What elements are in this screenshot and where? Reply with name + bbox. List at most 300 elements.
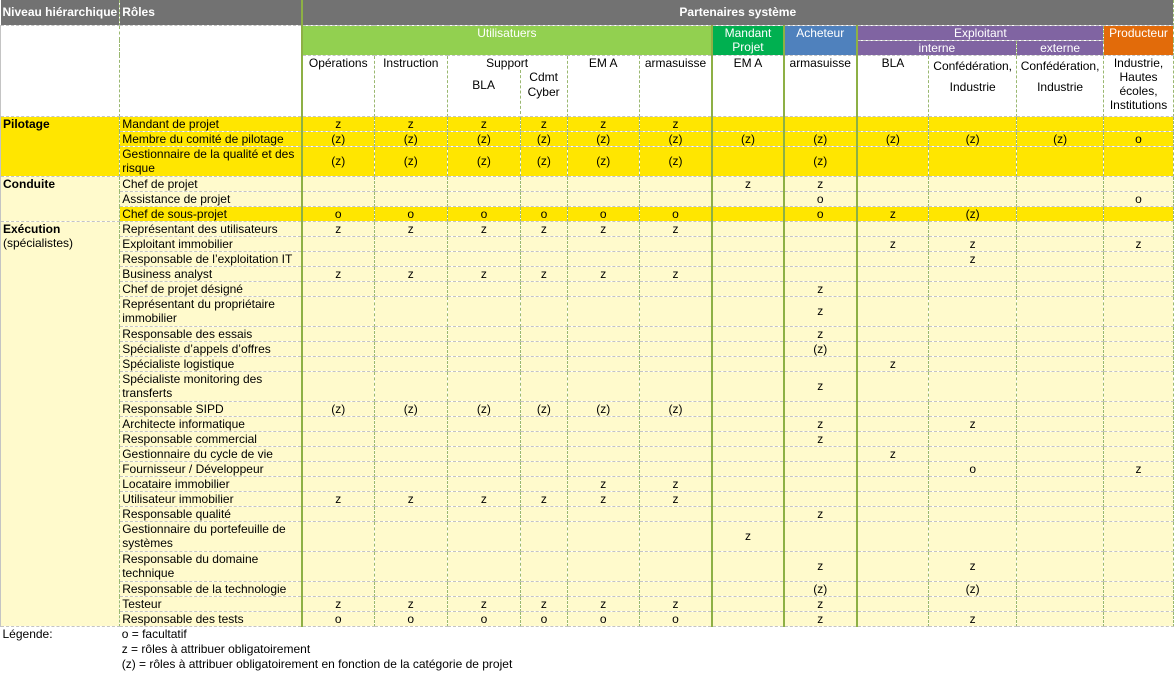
value-cell[interactable] bbox=[1017, 401, 1104, 416]
value-cell[interactable] bbox=[857, 281, 929, 296]
value-cell[interactable] bbox=[374, 416, 447, 431]
value-cell[interactable] bbox=[447, 191, 521, 206]
value-cell[interactable] bbox=[639, 341, 712, 356]
value-cell[interactable] bbox=[302, 326, 375, 341]
value-cell[interactable]: o bbox=[784, 206, 857, 221]
value-cell[interactable] bbox=[1104, 431, 1174, 446]
value-cell[interactable] bbox=[857, 191, 929, 206]
role-cell[interactable]: Testeur bbox=[120, 596, 302, 611]
value-cell[interactable] bbox=[857, 176, 929, 191]
value-cell[interactable] bbox=[374, 461, 447, 476]
value-cell[interactable] bbox=[784, 476, 857, 491]
value-cell[interactable] bbox=[639, 431, 712, 446]
value-cell[interactable]: (z) bbox=[302, 146, 375, 176]
value-cell[interactable] bbox=[639, 446, 712, 461]
value-cell[interactable]: o bbox=[521, 206, 567, 221]
value-cell[interactable] bbox=[1104, 206, 1174, 221]
value-cell[interactable]: o bbox=[447, 611, 521, 626]
value-cell[interactable] bbox=[1104, 371, 1174, 401]
value-cell[interactable]: (z) bbox=[567, 401, 639, 416]
value-cell[interactable] bbox=[1017, 356, 1104, 371]
value-cell[interactable] bbox=[374, 551, 447, 581]
value-cell[interactable]: z bbox=[784, 596, 857, 611]
value-cell[interactable] bbox=[567, 581, 639, 596]
value-cell[interactable] bbox=[929, 491, 1017, 506]
value-cell[interactable] bbox=[712, 506, 784, 521]
value-cell[interactable] bbox=[784, 266, 857, 281]
value-cell[interactable] bbox=[929, 176, 1017, 191]
value-cell[interactable] bbox=[447, 281, 521, 296]
role-cell[interactable]: Responsable de l’exploitation IT bbox=[120, 251, 302, 266]
value-cell[interactable] bbox=[712, 266, 784, 281]
value-cell[interactable]: z bbox=[857, 236, 929, 251]
value-cell[interactable] bbox=[567, 251, 639, 266]
value-cell[interactable] bbox=[447, 176, 521, 191]
value-cell[interactable] bbox=[712, 371, 784, 401]
value-cell[interactable]: z bbox=[302, 596, 375, 611]
value-cell[interactable] bbox=[929, 296, 1017, 326]
value-cell[interactable]: z bbox=[784, 371, 857, 401]
value-cell[interactable]: z bbox=[521, 491, 567, 506]
role-cell[interactable]: Chef de projet bbox=[120, 176, 302, 191]
value-cell[interactable] bbox=[784, 401, 857, 416]
value-cell[interactable] bbox=[712, 446, 784, 461]
value-cell[interactable] bbox=[639, 416, 712, 431]
value-cell[interactable]: z bbox=[447, 266, 521, 281]
role-cell[interactable]: Spécialiste logistique bbox=[120, 356, 302, 371]
value-cell[interactable] bbox=[302, 476, 375, 491]
value-cell[interactable]: (z) bbox=[1017, 131, 1104, 146]
value-cell[interactable]: z bbox=[929, 611, 1017, 626]
value-cell[interactable]: z bbox=[374, 266, 447, 281]
value-cell[interactable]: (z) bbox=[929, 206, 1017, 221]
value-cell[interactable] bbox=[567, 506, 639, 521]
value-cell[interactable] bbox=[567, 416, 639, 431]
value-cell[interactable]: (z) bbox=[521, 131, 567, 146]
col-cdmt-cyber[interactable]: Cdmt Cyber bbox=[527, 69, 560, 99]
value-cell[interactable] bbox=[447, 521, 521, 551]
value-cell[interactable] bbox=[857, 341, 929, 356]
value-cell[interactable] bbox=[302, 506, 375, 521]
value-cell[interactable] bbox=[1017, 521, 1104, 551]
value-cell[interactable]: z bbox=[784, 281, 857, 296]
value-cell[interactable]: (z) bbox=[302, 131, 375, 146]
value-cell[interactable]: o bbox=[784, 191, 857, 206]
value-cell[interactable] bbox=[521, 236, 567, 251]
value-cell[interactable] bbox=[1104, 476, 1174, 491]
value-cell[interactable]: z bbox=[784, 611, 857, 626]
value-cell[interactable] bbox=[302, 191, 375, 206]
value-cell[interactable] bbox=[712, 296, 784, 326]
value-cell[interactable] bbox=[521, 341, 567, 356]
value-cell[interactable]: (z) bbox=[712, 131, 784, 146]
value-cell[interactable]: (z) bbox=[639, 131, 712, 146]
value-cell[interactable] bbox=[1104, 146, 1174, 176]
role-cell[interactable]: Utilisateur immobilier bbox=[120, 491, 302, 506]
value-cell[interactable] bbox=[1104, 296, 1174, 326]
value-cell[interactable] bbox=[857, 146, 929, 176]
value-cell[interactable]: o bbox=[302, 611, 375, 626]
role-cell[interactable]: Responsable des essais bbox=[120, 326, 302, 341]
value-cell[interactable] bbox=[929, 341, 1017, 356]
role-cell[interactable]: Gestionnaire du portefeuille de systèmes bbox=[120, 521, 302, 551]
value-cell[interactable]: z bbox=[929, 416, 1017, 431]
value-cell[interactable] bbox=[567, 461, 639, 476]
value-cell[interactable] bbox=[712, 491, 784, 506]
value-cell[interactable] bbox=[929, 116, 1017, 131]
value-cell[interactable] bbox=[929, 221, 1017, 236]
value-cell[interactable] bbox=[447, 461, 521, 476]
value-cell[interactable] bbox=[1104, 596, 1174, 611]
value-cell[interactable] bbox=[857, 296, 929, 326]
value-cell[interactable] bbox=[712, 416, 784, 431]
value-cell[interactable]: (z) bbox=[784, 131, 857, 146]
value-cell[interactable] bbox=[567, 356, 639, 371]
value-cell[interactable] bbox=[521, 326, 567, 341]
value-cell[interactable] bbox=[567, 551, 639, 581]
value-cell[interactable] bbox=[857, 116, 929, 131]
value-cell[interactable]: z bbox=[784, 416, 857, 431]
role-cell[interactable]: Représentant du propriétaire immobilier bbox=[120, 296, 302, 326]
value-cell[interactable] bbox=[857, 551, 929, 581]
value-cell[interactable] bbox=[857, 431, 929, 446]
role-cell[interactable]: Responsable de la technologie bbox=[120, 581, 302, 596]
value-cell[interactable] bbox=[521, 371, 567, 401]
value-cell[interactable] bbox=[1017, 476, 1104, 491]
value-cell[interactable]: z bbox=[302, 491, 375, 506]
value-cell[interactable] bbox=[521, 476, 567, 491]
value-cell[interactable] bbox=[374, 176, 447, 191]
value-cell[interactable] bbox=[374, 356, 447, 371]
value-cell[interactable] bbox=[1017, 416, 1104, 431]
value-cell[interactable] bbox=[447, 251, 521, 266]
value-cell[interactable] bbox=[1104, 221, 1174, 236]
value-cell[interactable]: z bbox=[1104, 236, 1174, 251]
value-cell[interactable] bbox=[1017, 611, 1104, 626]
value-cell[interactable]: (z) bbox=[929, 581, 1017, 596]
col-armasuisse[interactable]: armasuisse bbox=[639, 55, 712, 116]
value-cell[interactable]: z bbox=[639, 221, 712, 236]
col-operations[interactable]: Opérations bbox=[302, 55, 375, 116]
value-cell[interactable] bbox=[521, 356, 567, 371]
col-instruction[interactable]: Instruction bbox=[374, 55, 447, 116]
role-cell[interactable]: Mandant de projet bbox=[120, 116, 302, 131]
value-cell[interactable] bbox=[567, 326, 639, 341]
value-cell[interactable]: (z) bbox=[567, 146, 639, 176]
value-cell[interactable] bbox=[521, 281, 567, 296]
value-cell[interactable] bbox=[521, 416, 567, 431]
value-cell[interactable] bbox=[447, 371, 521, 401]
value-cell[interactable] bbox=[1017, 551, 1104, 581]
value-cell[interactable] bbox=[1017, 461, 1104, 476]
value-cell[interactable] bbox=[1104, 176, 1174, 191]
header-roles[interactable]: Rôles bbox=[120, 0, 302, 25]
role-cell[interactable]: Membre du comité de pilotage bbox=[120, 131, 302, 146]
value-cell[interactable] bbox=[712, 611, 784, 626]
value-cell[interactable] bbox=[712, 431, 784, 446]
value-cell[interactable]: (z) bbox=[521, 401, 567, 416]
value-cell[interactable]: z bbox=[567, 221, 639, 236]
value-cell[interactable] bbox=[374, 236, 447, 251]
value-cell[interactable] bbox=[1017, 146, 1104, 176]
value-cell[interactable]: o bbox=[639, 611, 712, 626]
value-cell[interactable] bbox=[929, 281, 1017, 296]
value-cell[interactable] bbox=[929, 446, 1017, 461]
value-cell[interactable]: z bbox=[567, 596, 639, 611]
value-cell[interactable] bbox=[712, 326, 784, 341]
value-cell[interactable] bbox=[521, 446, 567, 461]
value-cell[interactable] bbox=[374, 371, 447, 401]
value-cell[interactable] bbox=[447, 416, 521, 431]
value-cell[interactable] bbox=[639, 191, 712, 206]
value-cell[interactable] bbox=[302, 431, 375, 446]
value-cell[interactable] bbox=[567, 521, 639, 551]
group-exploitant[interactable]: Exploitant bbox=[857, 25, 1104, 40]
value-cell[interactable] bbox=[639, 251, 712, 266]
value-cell[interactable] bbox=[929, 431, 1017, 446]
role-cell[interactable]: Gestionnaire de la qualité et des risque bbox=[120, 146, 302, 176]
value-cell[interactable] bbox=[567, 296, 639, 326]
value-cell[interactable] bbox=[521, 176, 567, 191]
value-cell[interactable]: z bbox=[639, 116, 712, 131]
value-cell[interactable] bbox=[857, 611, 929, 626]
value-cell[interactable]: z bbox=[302, 221, 375, 236]
value-cell[interactable] bbox=[639, 551, 712, 581]
value-cell[interactable]: z bbox=[521, 266, 567, 281]
value-cell[interactable] bbox=[567, 371, 639, 401]
header-partners[interactable]: Partenaires système bbox=[302, 0, 1174, 25]
value-cell[interactable] bbox=[712, 581, 784, 596]
value-cell[interactable] bbox=[929, 191, 1017, 206]
value-cell[interactable]: (z) bbox=[639, 401, 712, 416]
value-cell[interactable] bbox=[784, 356, 857, 371]
value-cell[interactable] bbox=[1104, 611, 1174, 626]
value-cell[interactable] bbox=[639, 296, 712, 326]
value-cell[interactable] bbox=[1017, 206, 1104, 221]
value-cell[interactable] bbox=[302, 176, 375, 191]
value-cell[interactable] bbox=[712, 251, 784, 266]
value-cell[interactable] bbox=[639, 236, 712, 251]
value-cell[interactable] bbox=[374, 446, 447, 461]
value-cell[interactable]: z bbox=[447, 116, 521, 131]
value-cell[interactable] bbox=[712, 146, 784, 176]
value-cell[interactable] bbox=[302, 461, 375, 476]
value-cell[interactable] bbox=[1017, 491, 1104, 506]
value-cell[interactable] bbox=[447, 506, 521, 521]
value-cell[interactable]: (z) bbox=[521, 146, 567, 176]
value-cell[interactable] bbox=[447, 236, 521, 251]
col-em-a-mandant[interactable]: EM A bbox=[712, 55, 784, 116]
role-cell[interactable]: Fournisseur / Développeur bbox=[120, 461, 302, 476]
value-cell[interactable]: (z) bbox=[857, 131, 929, 146]
value-cell[interactable] bbox=[784, 116, 857, 131]
value-cell[interactable] bbox=[784, 521, 857, 551]
value-cell[interactable] bbox=[857, 401, 929, 416]
value-cell[interactable] bbox=[302, 551, 375, 581]
col-em-a[interactable]: EM A bbox=[567, 55, 639, 116]
value-cell[interactable] bbox=[712, 476, 784, 491]
value-cell[interactable]: o bbox=[1104, 131, 1174, 146]
value-cell[interactable] bbox=[1104, 266, 1174, 281]
group-mandant-projet[interactable]: Mandant Projet bbox=[712, 25, 784, 55]
value-cell[interactable]: z bbox=[929, 251, 1017, 266]
value-cell[interactable] bbox=[857, 221, 929, 236]
value-cell[interactable]: z bbox=[521, 596, 567, 611]
value-cell[interactable] bbox=[1017, 116, 1104, 131]
role-cell[interactable]: Responsable des tests bbox=[120, 611, 302, 626]
value-cell[interactable] bbox=[567, 341, 639, 356]
value-cell[interactable] bbox=[639, 521, 712, 551]
value-cell[interactable] bbox=[302, 371, 375, 401]
value-cell[interactable] bbox=[857, 506, 929, 521]
value-cell[interactable] bbox=[857, 491, 929, 506]
value-cell[interactable] bbox=[1017, 506, 1104, 521]
value-cell[interactable] bbox=[1017, 446, 1104, 461]
level-execution[interactable] bbox=[1, 221, 120, 626]
value-cell[interactable]: (z) bbox=[447, 131, 521, 146]
value-cell[interactable] bbox=[1017, 251, 1104, 266]
value-cell[interactable] bbox=[447, 551, 521, 581]
value-cell[interactable]: o bbox=[1104, 191, 1174, 206]
role-cell[interactable]: Spécialiste monitoring des transferts bbox=[120, 371, 302, 401]
value-cell[interactable]: o bbox=[302, 206, 375, 221]
value-cell[interactable] bbox=[1104, 281, 1174, 296]
col-bla-support[interactable]: BLA bbox=[448, 70, 521, 114]
value-cell[interactable] bbox=[1104, 326, 1174, 341]
value-cell[interactable]: (z) bbox=[374, 131, 447, 146]
value-cell[interactable] bbox=[521, 251, 567, 266]
value-cell[interactable] bbox=[1104, 416, 1174, 431]
value-cell[interactable] bbox=[302, 281, 375, 296]
value-cell[interactable] bbox=[521, 461, 567, 476]
value-cell[interactable] bbox=[302, 356, 375, 371]
value-cell[interactable] bbox=[929, 371, 1017, 401]
value-cell[interactable]: z bbox=[374, 116, 447, 131]
value-cell[interactable] bbox=[1104, 356, 1174, 371]
value-cell[interactable] bbox=[929, 506, 1017, 521]
value-cell[interactable] bbox=[712, 356, 784, 371]
value-cell[interactable] bbox=[1104, 251, 1174, 266]
value-cell[interactable] bbox=[521, 581, 567, 596]
value-cell[interactable]: z bbox=[784, 326, 857, 341]
value-cell[interactable] bbox=[521, 191, 567, 206]
value-cell[interactable]: z bbox=[302, 266, 375, 281]
value-cell[interactable]: z bbox=[374, 491, 447, 506]
legend-blank[interactable] bbox=[1, 656, 120, 671]
value-cell[interactable] bbox=[712, 341, 784, 356]
value-cell[interactable] bbox=[712, 236, 784, 251]
value-cell[interactable]: z bbox=[784, 551, 857, 581]
value-cell[interactable]: z bbox=[447, 491, 521, 506]
value-cell[interactable]: o bbox=[929, 461, 1017, 476]
value-cell[interactable] bbox=[1017, 596, 1104, 611]
value-cell[interactable] bbox=[374, 341, 447, 356]
value-cell[interactable] bbox=[929, 476, 1017, 491]
value-cell[interactable] bbox=[1017, 371, 1104, 401]
value-cell[interactable] bbox=[447, 446, 521, 461]
value-cell[interactable] bbox=[374, 521, 447, 551]
value-cell[interactable]: z bbox=[521, 221, 567, 236]
legend-label[interactable]: Légende: bbox=[1, 626, 120, 641]
value-cell[interactable] bbox=[521, 296, 567, 326]
role-cell[interactable]: Responsable du domaine technique bbox=[120, 551, 302, 581]
value-cell[interactable] bbox=[374, 431, 447, 446]
value-cell[interactable] bbox=[374, 506, 447, 521]
value-cell[interactable] bbox=[1017, 266, 1104, 281]
value-cell[interactable] bbox=[1017, 176, 1104, 191]
value-cell[interactable]: (z) bbox=[374, 401, 447, 416]
value-cell[interactable]: (z) bbox=[929, 131, 1017, 146]
group-producteur[interactable]: Producteur bbox=[1104, 25, 1174, 55]
role-cell[interactable]: Spécialiste d’appels d’offres bbox=[120, 341, 302, 356]
value-cell[interactable] bbox=[929, 356, 1017, 371]
value-cell[interactable] bbox=[302, 236, 375, 251]
value-cell[interactable] bbox=[1017, 191, 1104, 206]
col-support[interactable] bbox=[447, 55, 567, 116]
value-cell[interactable] bbox=[1104, 506, 1174, 521]
value-cell[interactable] bbox=[784, 221, 857, 236]
value-cell[interactable] bbox=[1017, 431, 1104, 446]
legend-item[interactable]: z = rôles à attribuer obligatoirement bbox=[120, 641, 1174, 656]
value-cell[interactable] bbox=[302, 416, 375, 431]
value-cell[interactable]: (z) bbox=[374, 146, 447, 176]
value-cell[interactable] bbox=[1017, 581, 1104, 596]
value-cell[interactable]: z bbox=[929, 551, 1017, 581]
group-externe[interactable]: externe bbox=[1017, 40, 1104, 55]
value-cell[interactable] bbox=[712, 116, 784, 131]
value-cell[interactable] bbox=[1104, 521, 1174, 551]
col-bla-interne[interactable]: BLA bbox=[857, 55, 929, 116]
value-cell[interactable]: (z) bbox=[447, 401, 521, 416]
value-cell[interactable]: z bbox=[857, 446, 929, 461]
value-cell[interactable]: z bbox=[784, 296, 857, 326]
value-cell[interactable] bbox=[712, 206, 784, 221]
value-cell[interactable] bbox=[639, 371, 712, 401]
level-conduite[interactable] bbox=[1, 176, 120, 221]
role-cell[interactable]: Locataire immobilier bbox=[120, 476, 302, 491]
value-cell[interactable] bbox=[1017, 341, 1104, 356]
role-cell[interactable]: Gestionnaire du cycle de vie bbox=[120, 446, 302, 461]
value-cell[interactable] bbox=[447, 581, 521, 596]
value-cell[interactable] bbox=[1104, 401, 1174, 416]
value-cell[interactable] bbox=[784, 461, 857, 476]
value-cell[interactable]: (z) bbox=[639, 146, 712, 176]
value-cell[interactable]: z bbox=[567, 476, 639, 491]
role-cell[interactable]: Responsable qualité bbox=[120, 506, 302, 521]
value-cell[interactable] bbox=[1104, 491, 1174, 506]
value-cell[interactable] bbox=[857, 326, 929, 341]
value-cell[interactable]: (z) bbox=[447, 146, 521, 176]
value-cell[interactable] bbox=[784, 446, 857, 461]
value-cell[interactable] bbox=[712, 191, 784, 206]
value-cell[interactable] bbox=[374, 581, 447, 596]
value-cell[interactable] bbox=[567, 431, 639, 446]
value-cell[interactable] bbox=[521, 431, 567, 446]
role-cell[interactable]: Responsable SIPD bbox=[120, 401, 302, 416]
value-cell[interactable]: z bbox=[374, 221, 447, 236]
value-cell[interactable] bbox=[639, 356, 712, 371]
value-cell[interactable] bbox=[521, 506, 567, 521]
value-cell[interactable] bbox=[521, 551, 567, 581]
value-cell[interactable]: z bbox=[712, 176, 784, 191]
value-cell[interactable] bbox=[567, 236, 639, 251]
value-cell[interactable] bbox=[639, 506, 712, 521]
legend-blank[interactable] bbox=[1, 641, 120, 656]
value-cell[interactable] bbox=[784, 491, 857, 506]
value-cell[interactable]: z bbox=[521, 116, 567, 131]
value-cell[interactable]: z bbox=[567, 116, 639, 131]
value-cell[interactable] bbox=[929, 521, 1017, 551]
